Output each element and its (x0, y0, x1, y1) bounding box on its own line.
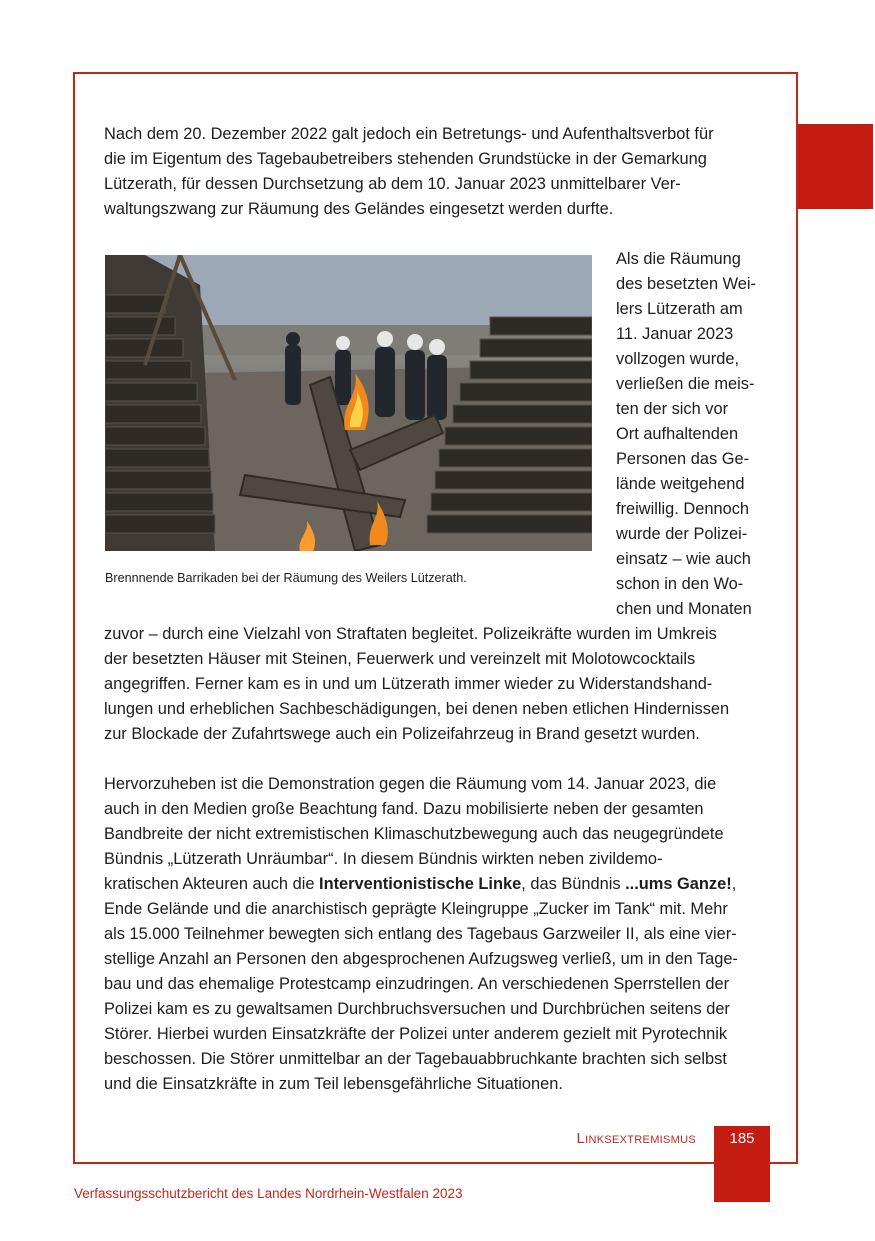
text-line: chen und Monaten (616, 600, 752, 618)
text-line: Nach dem 20. Dezember 2022 galt jedoch ein Betretungs- und Aufenthaltsverbot für (104, 125, 714, 143)
text-line: der besetzten Häuser mit Steinen, Feuerwerk und vereinzelt mit Molotowcocktails (104, 650, 696, 668)
text-line: schon in den Wo- (616, 575, 744, 593)
text-line: einsatz – wie auch (616, 550, 751, 568)
text-line: zur Blockade der Zufahrtswege auch ein Polizeifahrzeug in Brand gesetzt wurden. (104, 725, 700, 743)
text-line: des besetzten Wei- (616, 275, 757, 293)
chapter-label: Linksextremismus (576, 1130, 696, 1147)
text-line: bau und das ehemalige Protestcamp einzudringen. An verschiedenen Sperrstellen der (104, 975, 730, 993)
photo-caption: Brennnende Barrikaden bei der Räumung des Weilers Lützerath. (105, 571, 467, 585)
text-line: wurde der Polizei- (616, 525, 748, 543)
text-line: zuvor – durch eine Vielzahl von Straftaten begleitet. Polizeikräfte wurden im Umkreis (104, 625, 717, 643)
text-line: lände weitgehend (616, 475, 745, 493)
text-line: Bündnis „Lützerath Unräumbar“. In diesem Bündnis wirkten neben zivildemo- (104, 850, 663, 868)
page-number: 185 (729, 1130, 755, 1147)
text-segment: kratischen Akteuren auch die (104, 875, 320, 893)
bold-term-interventionistische-linke: Interventionistische Linke (319, 875, 522, 893)
text-line: 11. Januar 2023 (616, 325, 734, 343)
text-line: Ort aufhaltenden (616, 425, 739, 443)
text-line: Bandbreite der nicht extremistischen Klimaschutzbewegung auch das neugegründete (104, 825, 724, 843)
text-line: Polizei kam es zu gewaltsamen Durchbruchsversuchen und Durchbrüchen seitens der (104, 1000, 730, 1018)
paragraph-3 (104, 772, 768, 1097)
text-line: Störer. Hierbei wurden Einsatzkräfte der Polizei unter anderem gezielt mit Pyrotechnik (104, 1025, 728, 1043)
chapter-side-tab (798, 124, 873, 209)
text-line: lungen und erheblichen Sachbeschädigungen, bei denen neben etlichen Hindernissen (104, 700, 730, 718)
text-line: Lützerath, für dessen Durchsetzung ab dem 10. Januar 2023 unmittelbarer Ver- (104, 175, 681, 193)
text-line: angegriffen. Ferner kam es in und um Lützerath immer wieder zu Widerstandshand- (104, 675, 713, 693)
paragraph-2 (104, 622, 768, 747)
barricade-photo (105, 255, 592, 551)
text-line-mixed (104, 872, 768, 897)
paragraph-2-side-column (616, 247, 786, 622)
text-line: beschossen. Die Störer unmittelbar an der Tagebauabbruchkante brachten sich selbst (104, 1050, 727, 1068)
text-segment: , (731, 875, 737, 893)
text-line: freiwillig. Dennoch (616, 500, 750, 518)
text-line: waltungszwang zur Räumung des Geländes eingesetzt werden durfte. (104, 200, 614, 218)
footer-report-title: Verfassungsschutzbericht des Landes Nordrhein-Westfalen 2023 (74, 1186, 463, 1201)
text-segment: , das Bündnis (521, 875, 626, 893)
text-line: Ende Gelände und die anarchistisch geprägte Kleingruppe „Zucker im Tank“ mit. Mehr (104, 900, 728, 918)
text-line: ten der sich vor (616, 400, 729, 418)
text-line: Als die Räumung (616, 250, 741, 268)
text-line: Personen das Ge- (616, 450, 750, 468)
text-line: vollzogen wurde, (616, 350, 740, 368)
bold-term-ums-ganze: ...ums Ganze! (625, 875, 732, 893)
text-line: verließen die meis- (616, 375, 755, 393)
text-line: auch in den Medien große Beachtung fand. Dazu mobilisierte neben der gesamten (104, 800, 704, 818)
text-line: als 15.000 Teilnehmer bewegten sich entlang des Tagebaus Garzweiler II, als eine vier- (104, 925, 737, 943)
paragraph-1 (104, 122, 768, 222)
text-line: die im Eigentum des Tagebaubetreibers stehenden Grundstücke in der Gemarkung (104, 150, 707, 168)
text-line: stellige Anzahl an Personen den abgesprochenen Aufzugsweg verließ, um in den Tage- (104, 950, 738, 968)
text-line: lers Lützerath am (616, 300, 743, 318)
text-line: und die Einsatzkräfte in zum Teil lebensgefährliche Situationen. (104, 1075, 563, 1093)
text-line: Hervorzuheben ist die Demonstration gegen die Räumung vom 14. Januar 2023, die (104, 775, 717, 793)
photo-illustration (105, 255, 592, 551)
